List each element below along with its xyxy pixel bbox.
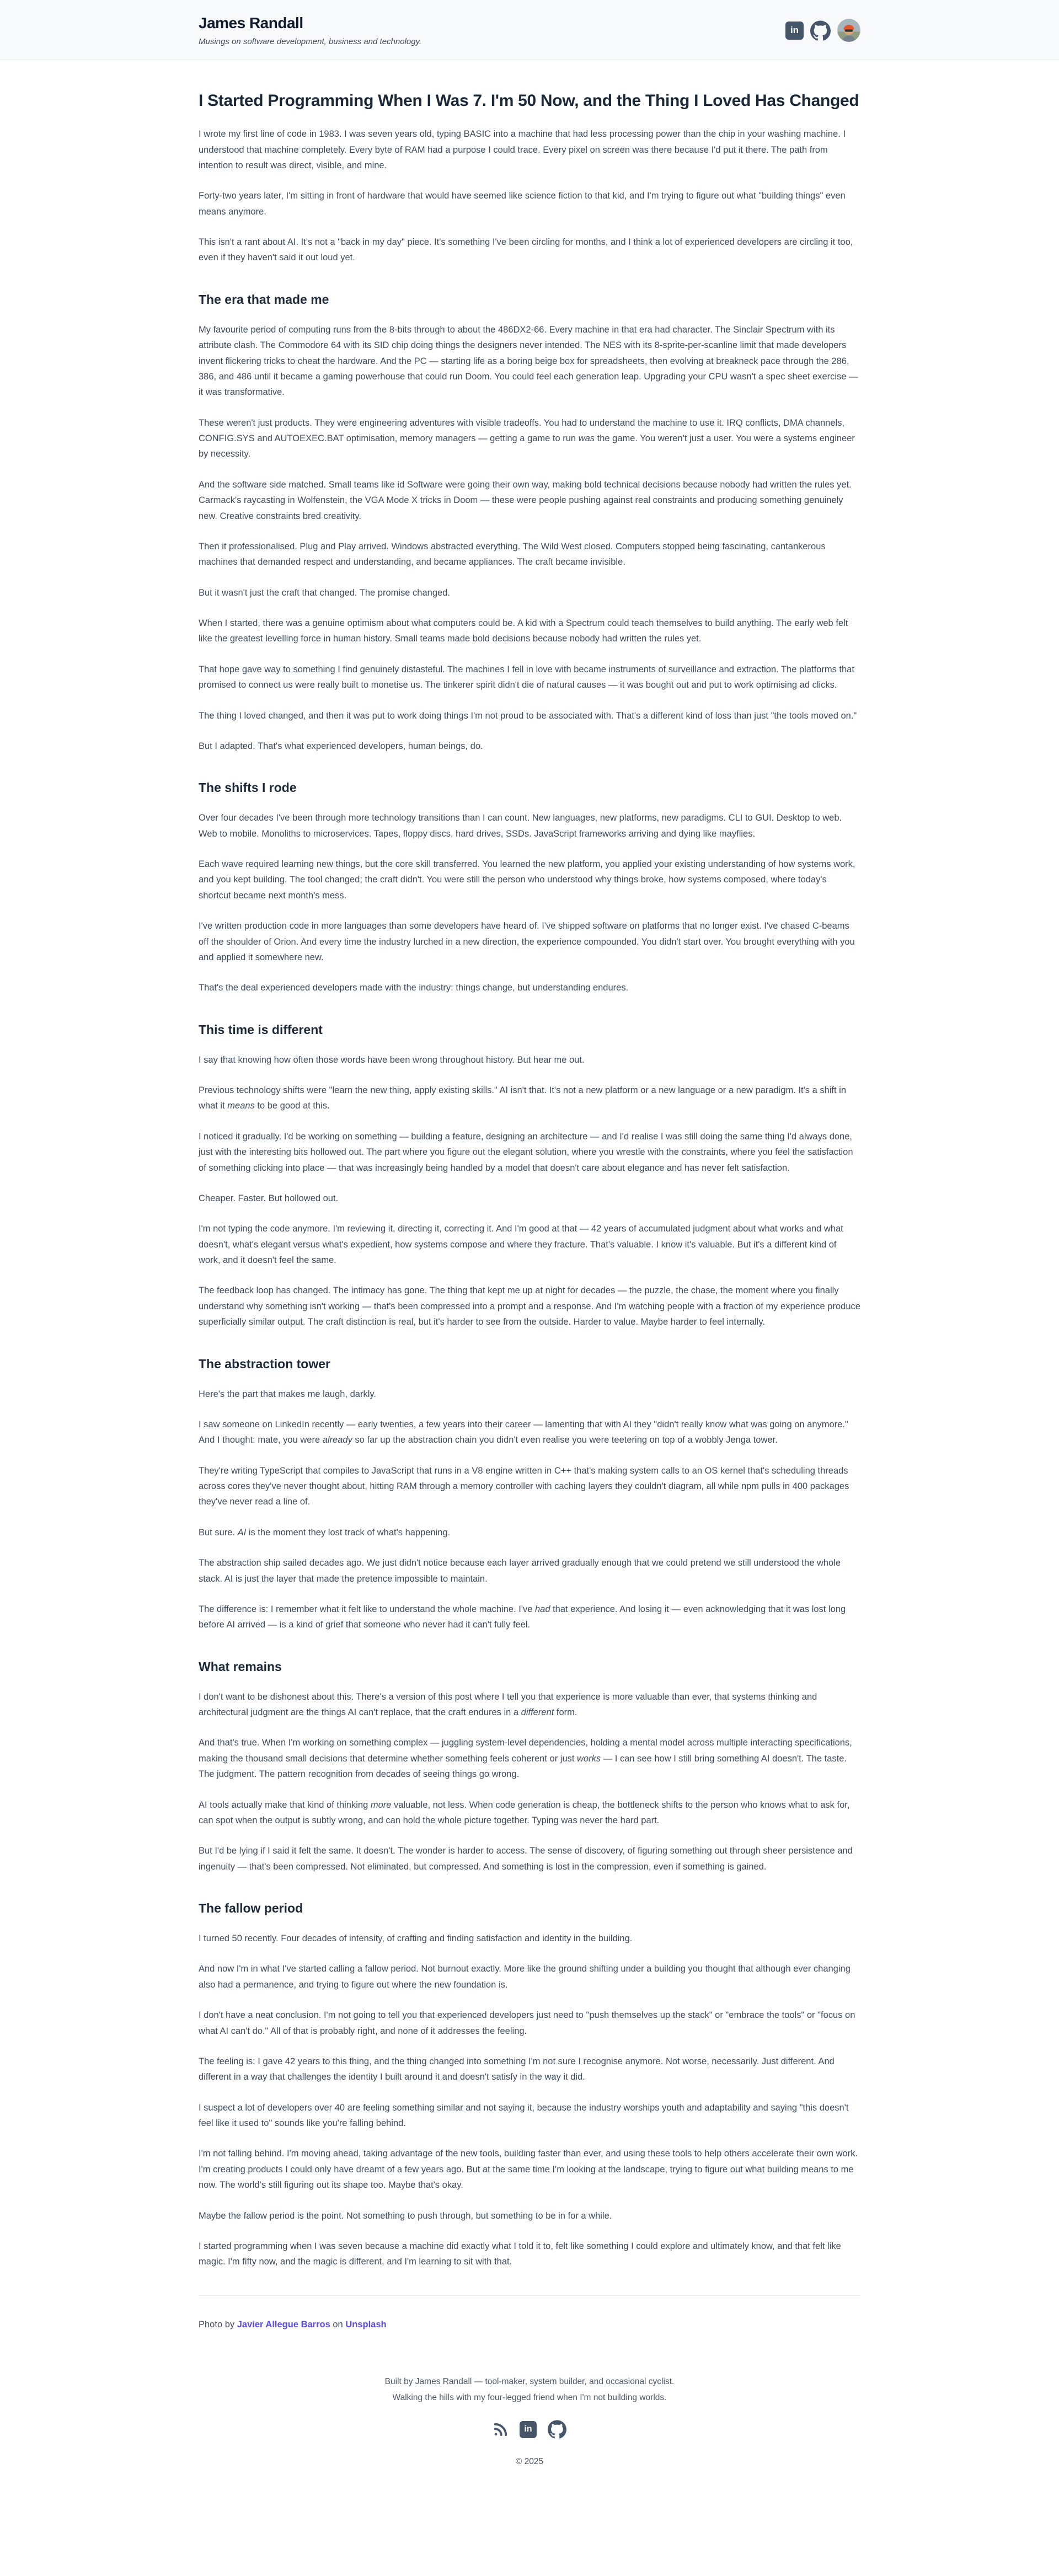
- text-segment: to be good at this.: [254, 1101, 330, 1111]
- text-segment: Photo by: [199, 2319, 237, 2329]
- emphasized-text: already: [322, 1435, 352, 1445]
- emphasized-text: had: [534, 1604, 550, 1614]
- emphasized-text: AI: [237, 1527, 247, 1538]
- emphasized-text: was: [578, 433, 595, 444]
- site-header: [0, 0, 1059, 60]
- footer-social-links: [0, 2420, 1059, 2439]
- github-icon[interactable]: [810, 20, 831, 41]
- emphasized-text: means: [227, 1101, 255, 1111]
- article-paragraph: [199, 1083, 860, 1114]
- article-paragraph: [199, 415, 860, 462]
- article-paragraph: I say that knowing how often those words have been wrong throughout history. But hear me out.: [199, 1054, 585, 1065]
- article-paragraph: That hope gave way to something I find genuinely distasteful. The machines I fell in love with became instruments of surveillance and extraction. The platforms that promised to connect us were really built to monetise us. The tinkerer spirit didn't die of natural causes — it was bought out and put to work optimising ad clicks.: [199, 664, 854, 690]
- article-paragraph: My favourite period of computing runs from the 8-bits through to about the 486DX2-66. Every machine in that era had character. The Sinclair Spectrum with its attribute clash. The Commodore 64 with its SID chip doing things the designers never intended. The NES with its 8-sprite-per-scanline limit that made developers invent flickering tricks to cheat the hardware. And the PC — starting life as a boring beige box for spreadsheets, then evolving at breakneck pace through the 286, 386, and 486 until it became a gaming powerhouse that could run Doom. You could feel each generation leap. Upgrading your CPU wasn't a spec sheet exercise — it was transformative.: [199, 324, 858, 398]
- article-paragraph: I suspect a lot of developers over 40 are feeling something similar and not saying it, because the industry worships youth and adaptability and saying "this doesn't feel like it used to" sounds like you're falling behind.: [199, 2102, 849, 2129]
- article-paragraph: [199, 1689, 860, 1721]
- article-paragraph: [199, 1525, 860, 1540]
- footer-byline: Built by James Randall — tool-maker, system builder, and occasional cyclist.: [384, 2377, 675, 2387]
- article-paragraph: I turned 50 recently. Four decades of intensity, of crafting and finding satisfaction and identity in the building.: [199, 1934, 633, 1944]
- section-heading: What remains: [199, 1659, 282, 1674]
- article-paragraph: I'm not falling behind. I'm moving ahead, taking advantage of the new tools, building faster than ever, and using these tools to help others accelerate their own work. I'm creating products I could only have dreamt of a few years ago. But at the same time I'm looking at the landscape, trying to figure out what building means to me now. The world's still figuring out its shape too. Maybe that's okay.: [199, 2149, 858, 2191]
- article-paragraph: [199, 1417, 860, 1448]
- text-segment: is the moment they lost track of what's happening.: [246, 1527, 451, 1538]
- text-segment: form.: [554, 1707, 577, 1718]
- article-paragraph: Each wave required learning new things, but the core skill transferred. You learned the new platform, you applied your existing understanding of how systems work, and you kept building. The tool changed; the craft didn't. You were still the person who understood why things broke, how systems composed, where today's shortcut became next month's mess.: [199, 859, 855, 901]
- text-segment: so far up the abstraction chain you didn't even realise you were teetering on top of a wobbly Jenga tower.: [352, 1435, 778, 1445]
- credit-link[interactable]: Javier Allegue Barros: [237, 2319, 330, 2329]
- credit-link[interactable]: Unsplash: [345, 2319, 387, 2329]
- article-paragraph: The feeling is: I gave 42 years to this thing, and the thing changed into something I'm not sure I recognise anymore. Not worse, necessarily. Just different. And different in a way that challenges the identity I built around it and doesn't satisfy in the way it did.: [199, 2056, 835, 2082]
- article-paragraph: Then it professionalised. Plug and Play arrived. Windows abstracted everything. The Wild West closed. Computers stopped being fascinating, cantankerous machines that demanded respect and understanding, and became appliances. The craft became invisible.: [199, 541, 826, 567]
- article-paragraph: [199, 1602, 860, 1633]
- section-heading: The abstraction tower: [199, 1356, 330, 1371]
- footer-tagline: Walking the hills with my four-legged friend when I'm not building worlds.: [392, 2393, 667, 2403]
- copyright: © 2025: [515, 2457, 544, 2467]
- text-segment: valuable, not less. When code generation is cheap, the bottleneck shifts to the person who knows what to ask for, can spot when the output is subtly wrong, and can hold the whole picture together. Typing was never the hard part.: [199, 1800, 850, 1825]
- article-paragraph: They're writing TypeScript that compiles to JavaScript that runs in a V8 engine written in C++ that's making system calls to an OS kernel that's scheduling threads across cores they've never thought about, hitting RAM through a memory controller with caching layers they couldn't diagram, all while npm pulls in 400 packages they've never read a line of.: [199, 1465, 849, 1507]
- text-segment: I saw someone on LinkedIn recently — early twenties, a few years into their career — lamenting that with AI they "didn't really know what was going on anymore." And I thought: mate, you were: [199, 1419, 848, 1445]
- photo-credit: [199, 2317, 860, 2332]
- article-paragraph: And the software side matched. Small teams like id Software were going their own way, making bold technical decisions because nobody had written the rules yet. Carmack's raycasting in Wolfenstein, the VGA Mode X tricks in Doom — these were people pushing against real constraints and producing something genuinely new. Creative constraints bred creativity.: [199, 479, 852, 521]
- text-segment: that experience. And losing it — even acknowledging that it was lost long before AI arrived — is a kind of grief that someone who never had it can't fully feel.: [199, 1604, 846, 1630]
- github-icon[interactable]: [548, 2420, 566, 2439]
- article-paragraph: And now I'm in what I've started calling a fallow period. Not burnout exactly. More like the ground shifting under a building you thought that although ever changing also had a permanence, and trying to figure out where the new foundation is.: [199, 1964, 851, 1990]
- linkedin-icon[interactable]: in: [785, 22, 804, 40]
- article-paragraph: [199, 1735, 860, 1782]
- article-paragraph: Here's the part that makes me laugh, darkly.: [199, 1389, 376, 1399]
- rss-icon[interactable]: [493, 2422, 509, 2438]
- article-paragraph: The feedback loop has changed. The intimacy has gone. The thing that kept me up at night for decades — the puzzle, the chase, the moment where you finally understand why something isn't working — that's been compressed into a prompt and a response. And I'm watching people with a fraction of my experience produce superficially similar output. The craft distinction is real, but it's harder to see from the outside. Harder to value. Maybe harder to feel internally.: [199, 1286, 860, 1327]
- text-segment: AI tools actually make that kind of thinking: [199, 1800, 371, 1810]
- text-segment: I don't want to be dishonest about this. There's a version of this post where I tell you that experience is more valuable than ever, that systems thinking and architectural judgment are the things AI can't replace, that the craft endures in a: [199, 1691, 817, 1718]
- article-paragraph: But I'd be lying if I said it felt the same. It doesn't. The wonder is harder to access. The sense of discovery, of figuring something out through sheer persistence and ingenuity — that's been compressed. Not eliminated, but compressed. And something is lost in the compression, even if something is gained.: [199, 1846, 853, 1872]
- article-divider: [199, 2295, 860, 2296]
- section-heading: The shifts I rode: [199, 780, 297, 795]
- site-name[interactable]: James Randall: [199, 14, 303, 31]
- blog-post: [199, 90, 860, 2332]
- article-paragraph: I'm not typing the code anymore. I'm reviewing it, directing it, correcting it. And I'm good at that — 42 years of accumulated judgment about what works and what doesn't, what's elegant versus what's expedient, how systems compose and where they fracture. That's valuable. I know it's valuable. But it's a different kind of work, and it doesn't feel the same.: [199, 1224, 843, 1266]
- article-paragraph: [199, 1797, 860, 1829]
- article-paragraph: The thing I loved changed, and then it was put to work doing things I'm not proud to be associated with. That's a different kind of loss than just "the tools moved on.": [199, 710, 857, 721]
- text-segment: These weren't just products. They were engineering adventures with visible tradeoffs. You had to understand the machine to use it. IRQ conflicts, DMA channels, CONFIG.SYS and AUTOEXEC.BAT optimisation, memory managers — getting a game to run: [199, 417, 845, 444]
- text-segment: Previous technology shifts were "learn the new thing, apply existing skills." AI isn't that. It's not a new platform or a new language or a new paradigm. It's a shift in what it: [199, 1085, 847, 1111]
- article-body: [199, 126, 860, 2332]
- site-tagline: Musings on software development, business and technology.: [199, 37, 422, 47]
- article-paragraph: I wrote my first line of code in 1983. I was seven years old, typing BASIC into a machine that had less processing power than the chip in your washing machine. I understood that machine completely. Every byte of RAM had a purpose I could trace. Every pixel on screen was there because I'd put it there. The path from intention to result was direct, visible, and mine.: [199, 129, 846, 170]
- article-paragraph: That's the deal experienced developers made with the industry: things change, but understanding endures.: [199, 983, 629, 993]
- article-paragraph: I noticed it gradually. I'd be working on something — building a feature, designing an architecture — and I'd realise I was still doing the same thing I'd always done, just with the interesting bits hollowed out. The part where you figure out the elegant solution, where you wrestle with the constraints, where you feel the satisfaction of something clicking into place — that was increasingly being handled by a model that doesn't care about elegance and has never felt satisfaction.: [199, 1131, 853, 1173]
- emphasized-text: more: [370, 1800, 392, 1810]
- header-social-links: [785, 19, 860, 42]
- text-segment: But sure.: [199, 1527, 238, 1538]
- emphasized-text: works: [577, 1753, 601, 1764]
- section-heading: The era that made me: [199, 292, 329, 307]
- text-segment: The difference is: I remember what it felt like to understand the whole machine. I've: [199, 1604, 535, 1614]
- article-paragraph: Maybe the fallow period is the point. Not something to push through, but something to be in for a while.: [199, 2210, 612, 2221]
- article-paragraph: I've written production code in more languages than some developers have heard of. I've shipped software on platforms that no longer exist. I've chased C-beams off the shoulder of Orion. And every time the industry lurched in a new direction, the experience compounded. You didn't start over. You brought everything with you and applied it somewhere new.: [199, 921, 855, 962]
- section-heading: This time is different: [199, 1022, 323, 1037]
- post-title: I Started Programming When I Was 7. I'm 50 Now, and the Thing I Loved Has Changed: [199, 92, 859, 110]
- text-segment: — I can see how I still bring something AI doesn't. The taste. The judgment. The pattern recognition from decades of seeing things go wrong.: [199, 1753, 847, 1780]
- avatar[interactable]: [837, 19, 860, 42]
- article-paragraph: I started programming when I was seven because a machine did exactly what I told it to, felt like something I could explore and ultimately know, and that felt like magic. I'm fifty now, and the magic is different, and I'm learning to sit with that.: [199, 2241, 841, 2267]
- text-segment: on: [330, 2319, 346, 2329]
- article-paragraph: The abstraction ship sailed decades ago. We just didn't notice because each layer arrived gradually enough that we could pretend we still understood the whole stack. AI is just the layer that made the pretence impossible to maintain.: [199, 1558, 841, 1584]
- article-paragraph: Forty-two years later, I'm sitting in front of hardware that would have seemed like science fiction to that kid, and I'm trying to figure out what "building things" even means anymore.: [199, 191, 846, 217]
- article-paragraph: This isn't a rant about AI. It's not a "back in my day" piece. It's something I've been circling for months, and I think a lot of experienced developers are circling it too, even if they haven't said it out loud yet.: [199, 237, 853, 263]
- site-identity: [199, 14, 421, 46]
- main-content: [199, 90, 860, 2332]
- linkedin-icon[interactable]: in: [520, 2421, 537, 2438]
- text-segment: And that's true. When I'm working on something complex — juggling system-level dependencies, holding a mental model across multiple interacting specifications, making the thousand small decisions that determine whether something feels coherent or just: [199, 1738, 852, 1764]
- article-paragraph: When I started, there was a genuine optimism about what computers could be. A kid with a Spectrum could teach themselves to build anything. The early web felt like the greatest levelling force in human history. Small teams made bold decisions because nobody had written the rules yet.: [199, 618, 848, 644]
- article-paragraph: But I adapted. That's what experienced developers, human beings, do.: [199, 741, 483, 751]
- article-paragraph: But it wasn't just the craft that changed. The promise changed.: [199, 587, 450, 598]
- section-heading: The fallow period: [199, 1901, 303, 1916]
- text-segment: the game. You weren't just a user. You were a systems engineer by necessity.: [199, 433, 855, 459]
- article-paragraph: Cheaper. Faster. But hollowed out.: [199, 1193, 339, 1203]
- site-footer: [0, 2375, 1059, 2576]
- emphasized-text: different: [521, 1707, 554, 1718]
- article-paragraph: Over four decades I've been through more technology transitions than I can count. New languages, new platforms, new paradigms. CLI to GUI. Desktop to web. Web to mobile. Monoliths to microservices. Tapes, floppy discs, hard drives, SSDs. JavaScript frameworks arriving and dying like mayflies.: [199, 813, 842, 839]
- article-paragraph: I don't have a neat conclusion. I'm not going to tell you that experienced developers just need to "push themselves up the stack" or "embrace the tools" or "focus on what AI can't do." All of that is probably right, and none of it addresses the feeling.: [199, 2010, 855, 2036]
